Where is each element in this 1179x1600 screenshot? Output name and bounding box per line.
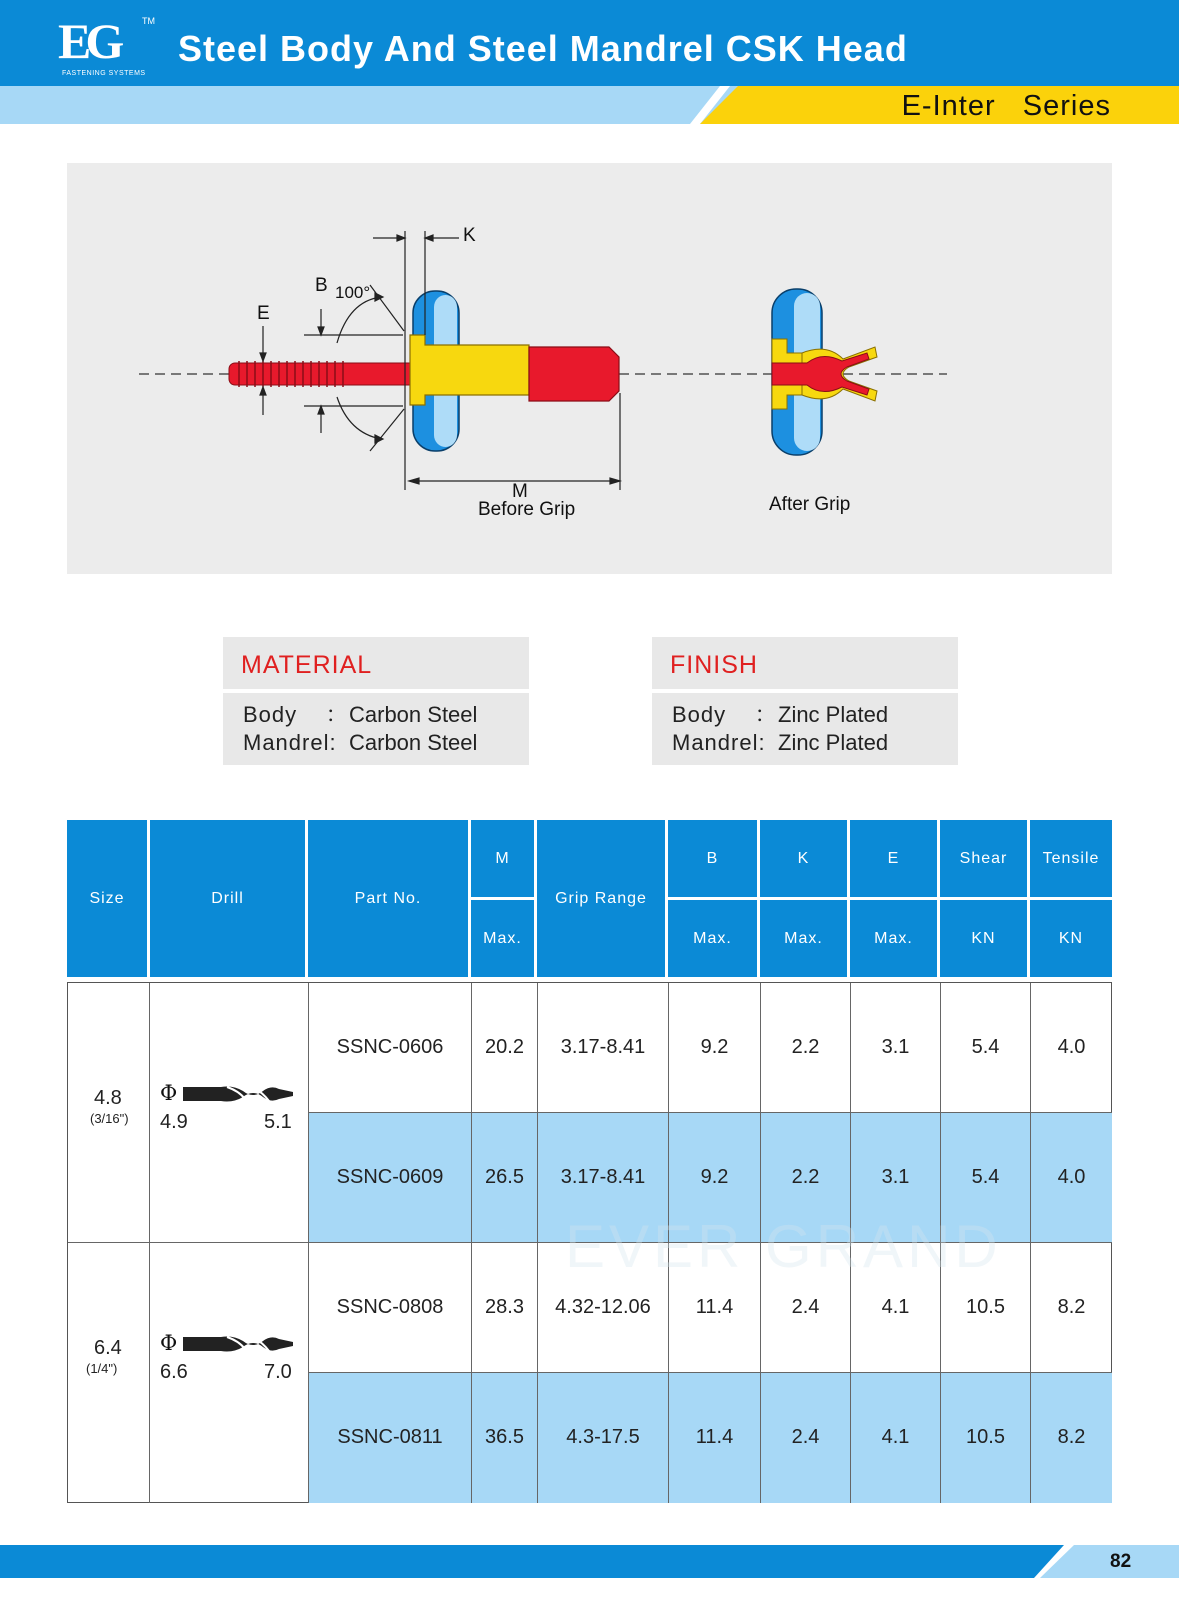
drill-max: 7.0 (264, 1361, 292, 1383)
cell-m: 28.3 (485, 1296, 524, 1318)
size-inch: (1/4") (86, 1361, 118, 1376)
rivet-after-grip (772, 289, 877, 455)
cell-shear: 10.5 (966, 1296, 1005, 1318)
rivet-diagram (67, 163, 1112, 574)
size-value: 4.8 (94, 1087, 122, 1109)
cell-e: 3.1 (881, 1036, 910, 1058)
drill-min: 4.9 (160, 1111, 188, 1133)
rivet-drawing (67, 163, 1112, 574)
drill-bit-icon (183, 1083, 295, 1105)
material-value: Carbon Steel (349, 730, 478, 755)
drill-max: 5.1 (264, 1111, 292, 1133)
page-number: 82 (1110, 1551, 1132, 1572)
mandrel-tail (229, 361, 415, 387)
material-panel (223, 637, 529, 765)
cell-m: 26.5 (485, 1166, 524, 1188)
finish-key: Body ： (672, 702, 778, 727)
cell-k: 2.2 (791, 1036, 820, 1058)
col-k: K (760, 820, 847, 897)
logo-mark: EG (58, 13, 119, 69)
cell-grip: 3.17-8.41 (560, 1036, 646, 1058)
drill-min: 6.6 (160, 1361, 188, 1383)
cell-part-no: SSNC-0811 (337, 1426, 443, 1448)
col-grip-range: Grip Range (537, 820, 665, 977)
drill-bit-icon (183, 1333, 295, 1355)
col-e-sub: Max. (850, 900, 937, 977)
col-size: Size (67, 820, 147, 977)
cell-b: 9.2 (700, 1166, 729, 1188)
finish-body (652, 693, 958, 765)
cell-e: 4.1 (881, 1426, 910, 1448)
cell-grip: 4.32-12.06 (555, 1296, 651, 1318)
logo-subtitle: FASTENING SYSTEMS (62, 70, 146, 77)
cell-e: 4.1 (881, 1296, 910, 1318)
material-row (243, 729, 529, 757)
finish-row (672, 701, 958, 729)
label-k: K (463, 225, 476, 246)
cell-grip: 4.3-17.5 (566, 1426, 640, 1448)
cell-grip: 3.17-8.41 (560, 1166, 646, 1188)
col-m: M (471, 820, 534, 897)
material-key: Body ： (243, 702, 349, 727)
label-e: E (257, 303, 270, 324)
cell-m: 20.2 (485, 1036, 524, 1058)
page-title: Steel Body And Steel Mandrel CSK Head (178, 28, 908, 69)
cell-b: 9.2 (700, 1036, 729, 1058)
cell-b: 11.4 (695, 1296, 734, 1318)
finish-heading: FINISH (652, 637, 958, 689)
grid-line (149, 983, 150, 1503)
finish-row (672, 729, 958, 757)
diameter-symbol: Φ (160, 1331, 178, 1355)
cell-shear: 5.4 (971, 1166, 1000, 1188)
col-shear-sub: KN (940, 900, 1027, 977)
col-k-sub: Max. (760, 900, 847, 977)
cell-m: 36.5 (485, 1426, 524, 1448)
size-value: 6.4 (94, 1337, 122, 1359)
material-value: Carbon Steel (349, 702, 478, 727)
series-label: E-Inter Series (901, 90, 1111, 122)
finish-key: Mandrel: (672, 730, 766, 755)
cell-part-no: SSNC-0609 (336, 1166, 444, 1188)
size-inch: (3/16") (90, 1111, 129, 1126)
finish-panel (652, 637, 958, 765)
material-body (223, 693, 529, 765)
cell-tensile: 8.2 (1057, 1426, 1086, 1448)
material-heading: MATERIAL (223, 637, 529, 689)
cell-b: 11.4 (695, 1426, 734, 1448)
cell-shear: 5.4 (971, 1036, 1000, 1058)
cell-k: 2.2 (791, 1166, 820, 1188)
footer-bar (0, 1545, 1179, 1578)
col-b: B (668, 820, 757, 897)
material-key: Mandrel: (243, 730, 337, 755)
label-angle: 100° (335, 283, 371, 302)
company-logo (58, 14, 158, 80)
finish-value: Zinc Plated (778, 702, 889, 727)
cell-e: 3.1 (881, 1166, 910, 1188)
logo-trademark: TM (142, 16, 155, 26)
cell-k: 2.4 (791, 1426, 820, 1448)
col-drill: Drill (150, 820, 305, 977)
cell-tensile: 4.0 (1057, 1166, 1086, 1188)
col-tensile: Tensile (1030, 820, 1112, 897)
col-b-sub: Max. (668, 900, 757, 977)
col-m-sub: Max. (471, 900, 534, 977)
col-part-no: Part No. (308, 820, 468, 977)
label-before-grip: Before Grip (478, 499, 576, 520)
cell-tensile: 4.0 (1057, 1036, 1086, 1058)
col-tensile-sub: KN (1030, 900, 1112, 977)
col-e: E (850, 820, 937, 897)
cell-k: 2.4 (791, 1296, 820, 1318)
finish-value: Zinc Plated (778, 730, 889, 755)
label-b: B (315, 275, 328, 296)
cell-part-no: SSNC-0606 (336, 1036, 444, 1058)
col-shear: Shear (940, 820, 1027, 897)
rivet-body (410, 335, 529, 405)
cell-part-no: SSNC-0808 (336, 1296, 444, 1318)
watermark: EVER GRAND (565, 1213, 1002, 1280)
label-m: M (512, 481, 528, 502)
diameter-symbol: Φ (160, 1081, 178, 1105)
material-row (243, 701, 529, 729)
cell-shear: 10.5 (966, 1426, 1005, 1448)
mandrel-head (529, 347, 619, 401)
cell-tensile: 8.2 (1057, 1296, 1086, 1318)
label-after-grip: After Grip (769, 494, 851, 515)
